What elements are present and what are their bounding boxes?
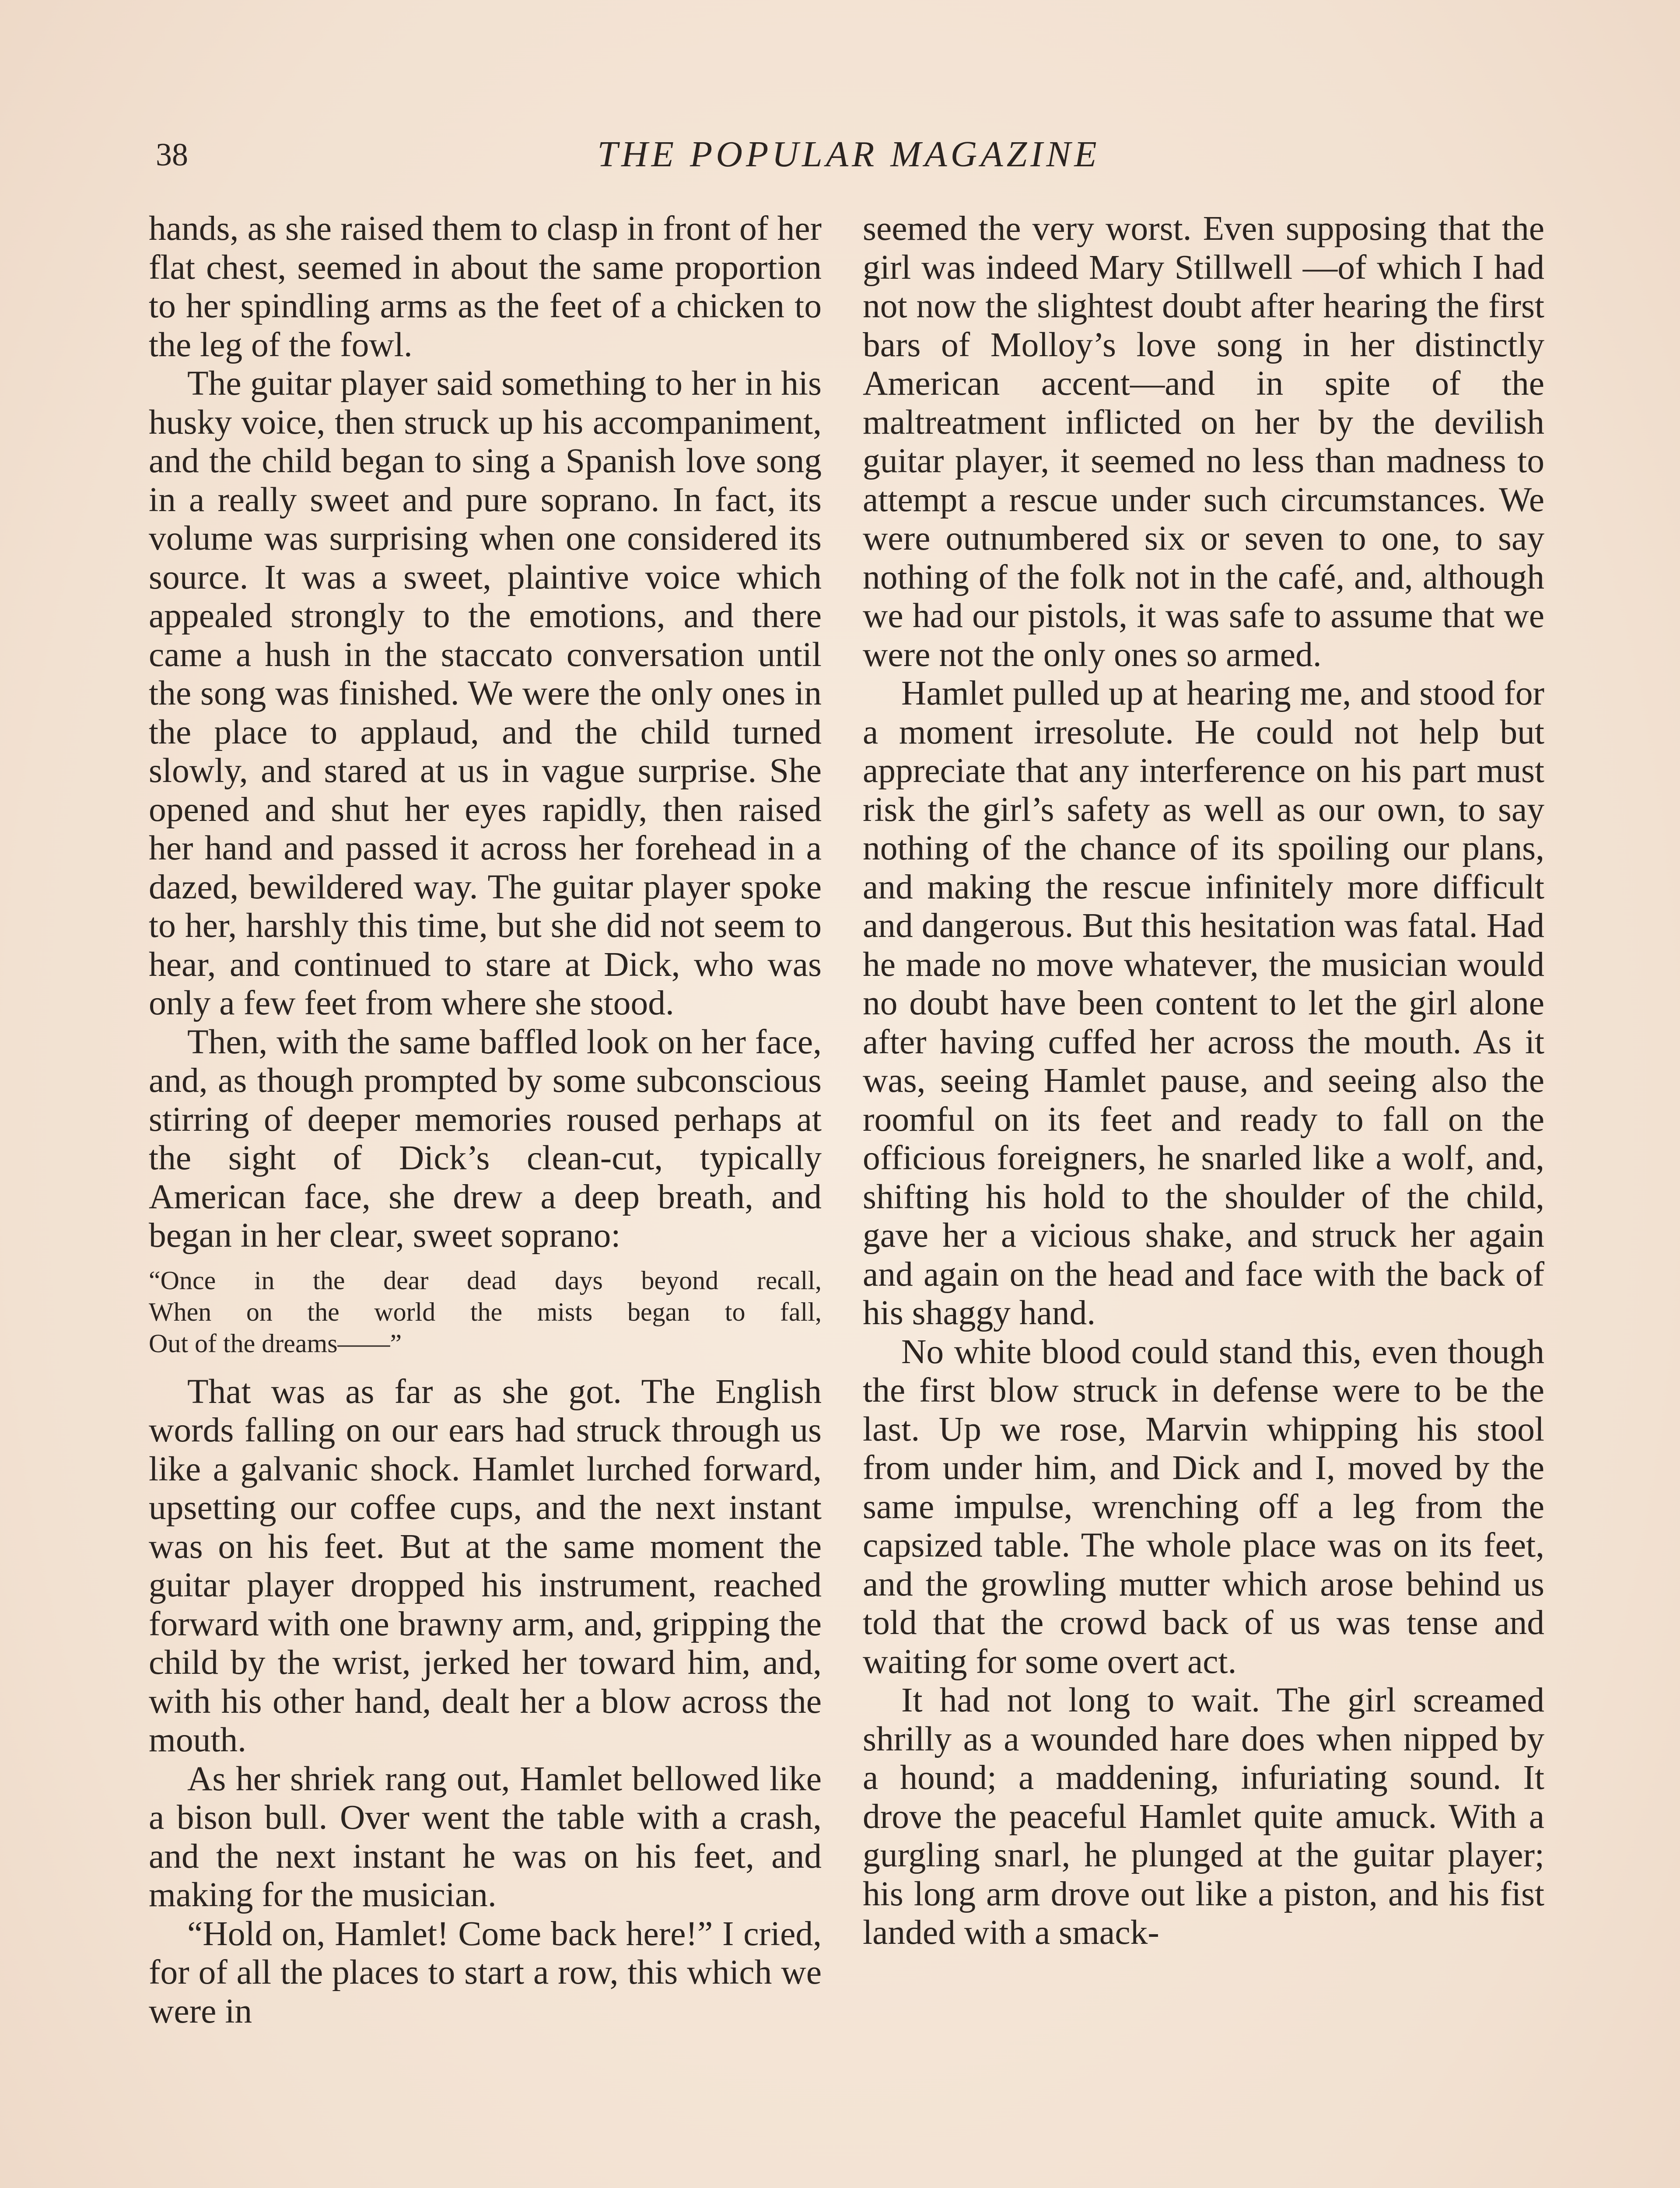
paragraph: As her shriek rang out, Hamlet bellowed like a bison bull. Over went the table with a crash, and the next instant he was on his feet, and making for the musician.: [149, 1759, 822, 1914]
running-title: THE POPULAR MAGAZINE: [597, 134, 1100, 175]
page-number: 38: [156, 137, 188, 173]
paragraph: Hamlet pulled up at hearing me, and stood for a moment irresolute. He could not help but appreciate that any interference on his part must risk the girl’s safety as well as our own, to say nothing of the chance of its spoiling our plans, and making the rescue infinitely more difficult and dangerous. But this hesitation was fatal. Had he made no move whatever, the musician would no doubt have been content to let the girl alone after having cuffed her across the mouth. As it was, seeing Hamlet pause, and seeing also the roomful on its feet and ready to fall on the officious foreigners, he snarled like a wolf, and, shifting his hold to the shoulder of the child, gave her a vicious shake, and struck her again and again on the head and face with the back of his shaggy hand.: [863, 674, 1544, 1332]
verse-line: “Once in the dear dead days beyond recall,: [149, 1266, 822, 1295]
song-verse: [149, 1265, 822, 1359]
page-header: [149, 130, 1549, 183]
verse-line: Out of the dreams——”: [149, 1329, 402, 1358]
paragraph: It had not long to wait. The girl screamed shrilly as a wounded hare does when nipped by a hound; a maddening, infuriating sound. It drove the peaceful Hamlet quite amuck. With a gurgling snarl, he plunged at the guitar player; his long arm drove out like a piston, and his fist landed with a smack-: [863, 1681, 1544, 1952]
paragraph: The guitar player said something to her in his husky voice, then struck up his accompaniment, and the child began to sing a Spanish love song in a really sweet and pure soprano. In fact, its volume was surprising when one considered its source. It was a sweet, plaintive voice which appealed strongly to the emotions, and there came a hush in the staccato conversation until the song was finished. We were the only ones in the place to applaud, and the child turned slowly, and stared at us in vague surprise. She opened and shut her eyes rapidly, then raised her hand and passed it across her forehead in a dazed, bewildered way. The guitar player spoke to her, harshly this time, but she did not seem to hear, and continued to stare at Dick, who was only a few feet from where she stood.: [149, 364, 822, 1022]
paragraph: No white blood could stand this, even though the first blow struck in defense were to be the last. Up we rose, Marvin whipping his stool from under him, and Dick and I, moved by the same impulse, wrenching off a leg from the capsized table. The whole place was on its feet, and the growling mutter which arose behind us told that the crowd back of us was tense and waiting for some overt act.: [863, 1332, 1544, 1681]
paragraph: That was as far as she got. The English words falling on our ears had struck through us like a galvanic shock. Hamlet lurched forward, upsetting our coffee cups, and the next instant was on his feet. But at the same moment the guitar player dropped his instrument, reached forward with one brawny arm, and, gripping the child by the wrist, jerked her toward him, and, with his other hand, dealt her a blow across the mouth.: [149, 1372, 822, 1759]
paragraph: seemed the very worst. Even supposing that the girl was indeed Mary Stillwell —of which I had not now the slightest doubt after hearing the first bars of Molloy’s love song in her distinctly American accent—and in spite of the maltreatment inflicted on her by the devilish guitar player, it seemed no less than madness to attempt a rescue under such circumstances. We were outnumbered six or seven to one, to say nothing of the folk not in the café, and, although we had our pistols, it was safe to assume that we were not the only ones so armed.: [863, 209, 1544, 674]
right-text-column: [863, 209, 1544, 1952]
left-text-column: [149, 209, 822, 2030]
paragraph: hands, as she raised them to clasp in front of her flat chest, seemed in about the same proportion to her spindling arms as the feet of a chicken to the leg of the fowl.: [149, 209, 822, 364]
verse-line: When on the world the mists began to fall,: [149, 1297, 822, 1326]
paragraph: Then, with the same baffled look on her face, and, as though prompted by some subconscious stirring of deeper memories roused perhaps at the sight of Dick’s clean-cut, typically American face, she drew a deep breath, and began in her clear, sweet soprano:: [149, 1022, 822, 1255]
paragraph: “Hold on, Hamlet! Come back here!” I cried, for of all the places to start a row, this which we were in: [149, 1914, 822, 2030]
